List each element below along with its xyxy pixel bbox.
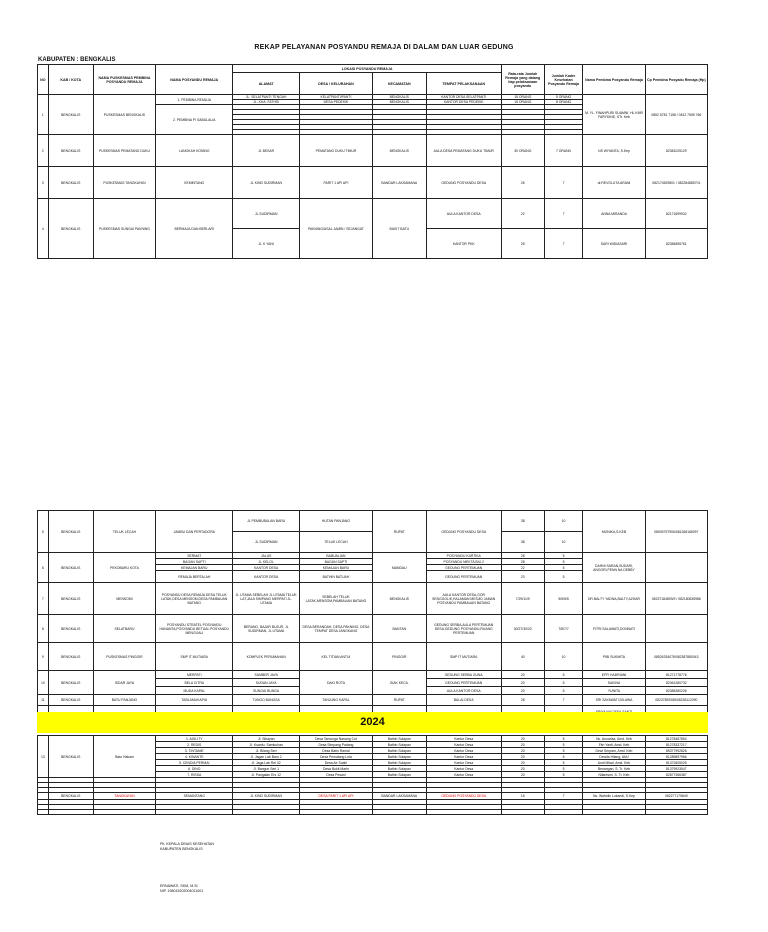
cell-alamat: Jl. Jagan Lab Baru 2 [233,754,300,760]
cell-pembina: FITRI SALAWATI,DONNATI [583,615,645,643]
cell-rata: 25 [501,229,544,259]
cell-pembina: MONIKA,S.KEB [583,511,645,553]
cell-no: 3 [38,167,49,199]
empty-cell [426,810,501,815]
cell-pembina: Nc. Anuarisa, Amd. Keb [583,736,645,742]
cell-pos: 3. TINTANIE [156,748,233,754]
col-rata: Rata-rata Jumlah Remaja yang datang tiap pelaksanaan posyandu [501,65,544,95]
cell-kader: 8 ORANG [544,100,583,105]
col-pembina: Nama Pembina Posyandu Remaja [583,65,645,95]
cell-kec: RUPAT [372,511,426,553]
cell-alamat: JL KIND SUDIRMAN [233,793,300,800]
cell-kader: 5 [544,565,583,571]
cell-desa: Desa Batin Ramal [299,748,372,754]
cell-kab: BENGKALIS [48,615,93,643]
cell-kader: 10 [544,511,583,532]
cell-pembina: Benangan, S. Tr. Keb [583,766,645,772]
cell-pos: KEMINTANG [156,167,233,199]
cell-cp: 08526334078/082387880043 [645,643,707,671]
cell-cp: 082174529801 / 082284885701 [645,167,707,199]
signature-block-title [160,842,214,852]
col-kader: Jumlah Kader Kesehatan Posyandu Remaja [544,65,583,95]
cell-pos: 5. CENDIA PERMAI [156,760,233,766]
cell-no: 1 [38,95,49,135]
cell-pusk: BATU PANJANG [93,695,155,706]
col-alamat: ALAMAT [233,73,300,95]
cell-rata: 30/27/30/20 [501,615,544,643]
cell-kader: 5 [544,760,583,766]
cell-kader: 5 [544,754,583,760]
cell-alamat: JL BESAR [233,135,300,167]
cell-tempat: BALAI DESA [426,695,501,706]
cell-rata: 23 [501,571,544,583]
cell-pembina: SAKINA [583,679,645,687]
cell-kec: Bathin Solapan [372,736,426,742]
cell-alamat: JL KIND SUDIRMAN [233,167,300,199]
cell-desa: Desa Air Suaih [299,760,372,766]
cell-rata: 20 [501,671,544,679]
cell-alamat: JALUS [233,553,300,559]
recap-table-part-3 [37,735,708,815]
cell-pembina: NS WIYANTA, S.Kep [583,135,645,167]
cell-no: 4 [38,199,49,259]
cell-no: 13 [38,736,49,778]
cell-kader: 7 [544,199,583,229]
cell-kab: BENGKALIS [48,793,93,800]
cell-kab: BENGKALIS [48,643,93,671]
footer-line-1: Plt. KEPALA DINAS KESEHATAN [160,842,214,846]
cell-pos: 1. PEMBINA REMAJA [156,95,233,105]
cell-pembina: Andi Milad, Amd. Keb [583,760,645,766]
cell-alamat: Jl. Sibayan [233,736,300,742]
cell-desa: PEMATANG DUKU TIMUR [299,135,372,167]
cell-kec: BANTAN [372,615,426,643]
cell-pembina: Dewi Srirpam, Amd. Keb [583,748,645,754]
cell-cp: 08539757906/081268166097 [645,511,707,553]
cell-alamat: BERANG, BAJAR BUJUR, JL SUDIRMAN, JL UTAMA [233,615,300,643]
cell-cp: 81289897966 [645,754,707,760]
cell-kader: 5 [544,671,583,679]
cell-no: 10 [38,671,49,695]
cell-kader: 7 [544,229,583,259]
cell-no: 8 [38,615,49,643]
cell-alamat: JL SUDIRMAN [233,532,300,553]
cell-cp: 81278337217 [645,742,707,748]
cell-desa: KELATPANTI/PANTI [299,95,372,100]
cell-desa: DESA PARIT 1 API API [299,793,372,800]
cell-alamat: KOMPLEK PERUMAHAN [233,643,300,671]
cell-kader: 5 ORANG [544,95,583,100]
cell-alamat: JL. KHA. FATHSI [233,100,300,105]
cell-pembina: M. YL. FINAHPURI SUAMNI, HL.KMR FARYDINE, STr. Keb [583,95,645,135]
cell-alamat: Jl. Kuantu. Sambuhan [233,742,300,748]
cell-pos: BELA CITRA [156,679,233,687]
cell-tempat: GEDUNG SERBA,AULA PERTEMUAN DESA,GEDUNG POSYANDU,RUANG PERTEMUAN [426,615,501,643]
cell-kader: 7/8/7/7 [544,615,583,643]
cell-pos: SEMANTANG [156,793,233,800]
cell-kader: 5/5/5/5 [544,583,583,615]
cell-pos: 2. PEMBINA PI SABULALIA [156,105,233,135]
empty-cell [645,810,707,815]
cell-rata: 26 [501,167,544,199]
cell-tempat: Kantor Desa [426,766,501,772]
cell-kab: BENGKALIS [48,695,93,706]
cell-kec: RUPAT [372,695,426,706]
empty-cell [233,810,300,815]
cell-kader: 10 [544,532,583,553]
cell-tempat: AULA KANTOR DESA [426,687,501,695]
cell-cp: 08237184893/9 / 082180635986 [645,583,707,615]
cell-alamat: JL UTAMA SEBELAH JL UTAMA TELUK LAT,JALA SIMPANG MERPATI JL. UTAMA [233,583,300,615]
col-lokasi: LOKASI POSYANDU REMAJA [233,65,501,73]
cell-alamat: JL SUDIRMAN [233,199,300,229]
cell-tempat: AULA KANTOR DESA [426,199,501,229]
cell-pembina: ANNA MIRANDA [583,199,645,229]
cell-kab: BENGKALIS [48,199,93,259]
cell-kec: BUKIT BATU [372,199,426,259]
cell-alamat: Jl. Jaga Lab Rel 32 [233,760,300,766]
cell-pusk: PEKOBARU KOTA [93,553,155,583]
report-title: REKAP PELAYANAN POSYANDU REMAJA DI DALAM DAN LUAR GEDUNG [254,44,514,51]
cell-kec: MANDAU [372,553,426,583]
cell-pusk: Batu Hakam [93,736,155,778]
cell-kab: BENGKALIS [48,671,93,695]
cell-tempat: AULA DESA PEMATANG DUKU TIMUR [426,135,501,167]
cell-pusk: TANGKAYAN [93,793,155,800]
cell-alamat: JL. SELATPANTI TENGAH [233,95,300,100]
cell-alamat: Jl. Pangalan Ers 12 [233,772,300,778]
cell-kec: Bathin Solapan [372,742,426,748]
col-no: NO [38,65,49,95]
cell-kader: 5 [544,553,583,559]
cell-alamat: Jl. Bangun Seri 1 [233,766,300,772]
cell-pembina: DAHNI SARAN,SUDARI, ANGGRI,PENN NA DEBBY [583,553,645,583]
col-cp: Cp Pembina Posyadu Remaja (Hp) [645,65,707,95]
cell-pos: 4. KINANTE [156,754,233,760]
cell-kec: Bathin Solapan [372,772,426,778]
cell-rata: 22 [501,565,544,571]
cell-pos: LANGKAH KONING [156,135,233,167]
cell-kec: Bathin Solapan [372,754,426,760]
cell-pembina: DR.BALTY YADNA,BALTY,AZHAR [583,583,645,615]
cell-tempat: GEDUNG POSYANDU DESA [426,793,501,800]
cell-kader: 7 [544,167,583,199]
footer-line-4: NIP. 198015202004011001 [160,889,204,893]
cell-alamat: TUNGO BANGSA [233,695,300,706]
cell-tempat: AULA KANTOR DESA,GOR SENGGOL/E,HALAMAN MESJID JAMAN POSYANDU PAMBAUAN BATANG [426,583,501,615]
cell-rata: 28 [501,695,544,706]
cell-alamat: JL KELOL [233,559,300,565]
empty-cell [372,810,426,815]
cell-alamat: JL K YANI [233,229,300,259]
cell-no: 7 [38,583,49,615]
cell-desa: PARIT 1 API API [299,167,372,199]
empty-cell [48,810,93,815]
cell-desa: SEBELAH TELUK LATAK,MENSOM,PAMBAUAN BATANG [299,583,372,615]
cell-pusk: PUSKESMAS BENGKALIS [93,95,155,135]
cell-pos: 6. DINO [156,766,233,772]
cell-pembina: PIBI SUKMITA [583,643,645,671]
col-tempat: TEMPAT PELAKSANAAN [426,73,501,95]
cell-desa: DESA BERANDAH, DESA PAKNING, DESA TEMPAT DESA JANGKANG [299,615,372,643]
cell-pusk: SIDAR JAYA [93,671,155,695]
cell-tempat: GEDUNG POSYANDU DESA [426,511,501,553]
cell-no: 11 [38,695,49,706]
cell-pembina: Nilaresmi, S. Tr. Keb [583,772,645,778]
cell-kader: 5 [544,687,583,695]
cell-pembina: Fitri Yanti, Amd. Keb [583,742,645,748]
cell-cp: 082277175849 [645,793,707,800]
cell-rata: 20 [501,679,544,687]
cell-pos: KEMAJAN BARU [156,565,233,571]
cell-pembina: Ns. Wahidin Lukandi, S.Kep [583,793,645,800]
cell-desa: Desa Tamunga Nanang Cot [299,736,372,742]
cell-desa: BABUALIAN [299,553,372,559]
col-desa: DESA / KELURAHAN [299,73,372,95]
cell-alamat: KANTOR DESA [233,565,300,571]
cell-rata: 30 ORANG [501,135,544,167]
cell-cp: 85377992826 [645,748,707,754]
cell-no: 5 [38,511,49,553]
cell-no [38,793,49,800]
cell-pusk: PUSKESMAS TANGKAYAN [93,167,155,199]
cell-tempat: KANTOR PKK [426,229,501,259]
cell-cp: 81372605025 [645,760,707,766]
cell-cp [645,553,707,583]
cell-kader: 5 [544,736,583,742]
cell-pembina: Dewita Hilang, AMJ [583,754,645,760]
cell-no: 2 [38,135,49,167]
cell-rata: 15 ORANG [501,100,544,105]
cell-kab: BENGKALIS [48,167,93,199]
cell-kader: 7 [544,793,583,800]
col-kecamatan: KECAMATAN [372,73,426,95]
cell-kec: BANDAR LAKSAMANA [372,167,426,199]
cell-kader: 5 [544,772,583,778]
cell-desa: DAKI ROTA [299,671,372,695]
empty-cell [583,810,645,815]
cell-pos: REMAJA BERTALAH [156,571,233,583]
cell-cp: 82877356387 [645,772,707,778]
cell-kader: 5 [544,559,583,565]
cell-cp: 08237892085/08238112090 [645,695,707,706]
cell-rata: 15 ORANG [501,95,544,100]
col-kab: KAB / KOTA [48,65,93,95]
cell-rata: 7/29/11/9 [501,583,544,615]
cell-tempat: Kantor Desa [426,754,501,760]
cell-tempat: Kantor Desa [426,760,501,766]
cell-kec: BANDAR LAKSAMANA [372,793,426,800]
cell-no: 9 [38,643,49,671]
cell-pos: BERMAJA DAN BERLARI [156,199,233,259]
cell-pusk: PUSKESMAS PEMATANG DUKU [93,135,155,167]
cell-cp: 82384895761 [645,229,707,259]
cell-kab: BENGKALIS [48,95,93,135]
cell-tempat: POSYANDU KARTIKA [426,553,501,559]
signature-block-name [160,884,203,894]
empty-cell [299,810,372,815]
cell-cp: 82171699932 [645,199,707,229]
cell-alamat: SUNGAI BUNGA [233,687,300,695]
cell-rata: 38 [501,532,544,553]
cell-alamat: KANTOR DESA [233,571,300,583]
cell-kab: BENGKALIS [48,511,93,553]
kabupaten-label: KABUPATEN : BENGKALIS [38,57,116,63]
cell-pembina: dr.REVOLUTA ARANI [583,167,645,199]
cell-tempat: Kantor Desa [426,772,501,778]
cell-rata: 20 [501,760,544,766]
cell-kab: BENGKALIS [48,736,93,778]
cell-pos: TABLAMUKAPIA [156,695,233,706]
cell-desa: Desa Pematang Lela [299,754,372,760]
cell-pos: POSYANDU DESA REMAJA DESA TELUK LATAK,DESA MENSOM,DESA PAMBAUAN BATANG [156,583,233,615]
cell-kec: BENGKALIS [372,135,426,167]
empty-cell [544,810,583,815]
cell-no: 6 [38,553,49,583]
cell-pos: BAGAN SAPTI [156,559,233,565]
year-banner: 2024 [37,712,708,733]
cell-cp: 82361280732 [645,679,707,687]
cell-kab: BENGKALIS [48,583,93,615]
cell-rata: 28 [501,553,544,559]
cell-desa: Desa Simpang Padang [299,742,372,748]
cell-pos: 1. AGILITY [156,736,233,742]
cell-cp: 82385280226 [645,687,707,695]
cell-alamat: SUDAN JAYA [233,679,300,687]
cell-desa: HUTAN PANJANG [299,511,372,532]
cell-cp: 0852 5781 7158 / 0812 7555 766 [645,95,707,135]
footer-line-3: ERNAWATI, SKM, M.Si [160,884,198,888]
cell-kec: BENGKALIS [372,95,426,100]
cell-desa: TANJUNG KAPAL [299,695,372,706]
cell-tempat: KANTOR DESA PEDEKIK [426,100,501,105]
cell-kab: BENGKALIS [48,553,93,583]
cell-kec: Bathin Solapan [372,748,426,754]
cell-kader: 5 [544,742,583,748]
cell-kec: BENGKALIS [372,583,426,615]
cell-rata: 38 [501,511,544,532]
cell-pos: MUDA KAPAL [156,687,233,695]
cell-pusk: PUSKESMAS PINGGIR [93,643,155,671]
cell-pusk: TELUK LECAH [93,511,155,553]
cell-pusk: SELATBARU [93,615,155,643]
empty-cell [38,810,49,815]
cell-kec: BENGKALIS [372,100,426,105]
cell-pos: 2. REDIS [156,742,233,748]
cell-tempat: Kantor Desa [426,736,501,742]
cell-desa: DESA PEDEKIK [299,100,372,105]
cell-pos: SMP IT MUTIARA [156,643,233,671]
cell-kab: BENGKALIS [48,135,93,167]
cell-tempat: GEDUNG PERTEMUAN [426,679,501,687]
cell-kader: 7 [544,695,583,706]
empty-cell [93,810,155,815]
cell-kec: Bathin Solapan [372,760,426,766]
col-posyandu: NAMA POSYANDU REMAJA [156,65,233,95]
cell-cp: 81278487854 [645,736,707,742]
cell-rata: 20 [501,748,544,754]
cell-tempat: SMP IT MUTIARA [426,643,501,671]
empty-cell [156,810,233,815]
cell-alamat: Jl. Bilang Seri [233,748,300,754]
cell-desa: BATHIN BATUAH [299,571,372,583]
cell-rata: 20 [501,742,544,748]
cell-rata: 20 [501,766,544,772]
cell-rata: 20 [501,754,544,760]
cell-tempat: Kantor Desa [426,748,501,754]
cell-cp: 81379923547 [645,766,707,772]
col-puskesmas: NAMA PUSKESMAS PEMBINA POSYANDU REMAJA [93,65,155,95]
cell-rata: 40 [501,643,544,671]
empty-cell [501,810,544,815]
cell-rata: 15 [501,793,544,800]
cell-kec: PINGGIR [372,643,426,671]
cell-tempat: GEDUNG PERTEMUAN [426,565,501,571]
cell-pembina: EFFI HADRIANI [583,671,645,679]
cell-tempat: Kantor Desa [426,742,501,748]
cell-tempat: POSYANDU MEKTA BIU 2 [426,559,501,565]
cell-kader: 5 [544,679,583,687]
cell-kec: SIAK KECIL [372,671,426,695]
cell-pembina: SARI WIDIASARI [583,229,645,259]
cell-desa: TELUK LECAH [299,532,372,553]
cell-desa: Desa Bukit Marin [299,766,372,772]
cell-alamat: SUMBER JAYA [233,671,300,679]
cell-kader: 7 ORANG [544,135,583,167]
cell-desa: PAKNING/ASAL JAMBI / SEJANGAT [299,199,372,259]
cell-rata: 20 [501,772,544,778]
cell-pos: POSYANDU STRATEL POSYANDU HANANTA,POSYANDU BETUAL POSYANDU MENGIJAU [156,615,233,643]
cell-kader: 5 [544,766,583,772]
cell-tempat: GEDUNG POSYANDU DESA [426,167,501,199]
cell-desa: KEMAJAN BARU [299,565,372,571]
cell-tempat: KANTOR DESA SELATPANTI [426,95,501,100]
cell-kader: 10 [544,643,583,671]
cell-desa: BAGAN SAPTI [299,559,372,565]
cell-rata: 20 [501,736,544,742]
cell-pusk: PUSKESMAS SUNGAI PAKNING [93,199,155,259]
cell-tempat: GEDUNG SERBA GUNA [426,671,501,679]
cell-kader: 5 [544,748,583,754]
cell-rata: 20 [501,687,544,695]
cell-pos: JAMBU DAN PERTADORA [156,511,233,553]
recap-table-part-2 [37,510,708,730]
recap-table-part-1 [37,64,708,259]
cell-pos: 7. RISSA [156,772,233,778]
cell-kader: 5 [544,571,583,583]
cell-pos: MERPATI [156,671,233,679]
cell-rata: 28 [501,559,544,565]
footer-line-2: KABUPATEN BENGKALIS [160,847,203,851]
cell-pusk: MENSOMI [93,583,155,615]
cell-pembina: YUNITA [583,687,645,695]
cell-kec: Bathin Solapan [372,766,426,772]
cell-cp: 81271778776 [645,671,707,679]
cell-tempat: GEDUNG PERTEMUAN [426,571,501,583]
cell-cp: 82381025129 [645,135,707,167]
cell-pos: SERMAT [156,553,233,559]
cell-cp [645,615,707,643]
cell-alamat: JL PEMBUBULAN BARU [233,511,300,532]
cell-rata: 22 [501,199,544,229]
cell-pembina: SRI SAYAWATI,DILAWA [583,695,645,706]
cell-desa: Desa Pesani [299,772,372,778]
cell-desa: KEL TITIAN ANTUI [299,643,372,671]
